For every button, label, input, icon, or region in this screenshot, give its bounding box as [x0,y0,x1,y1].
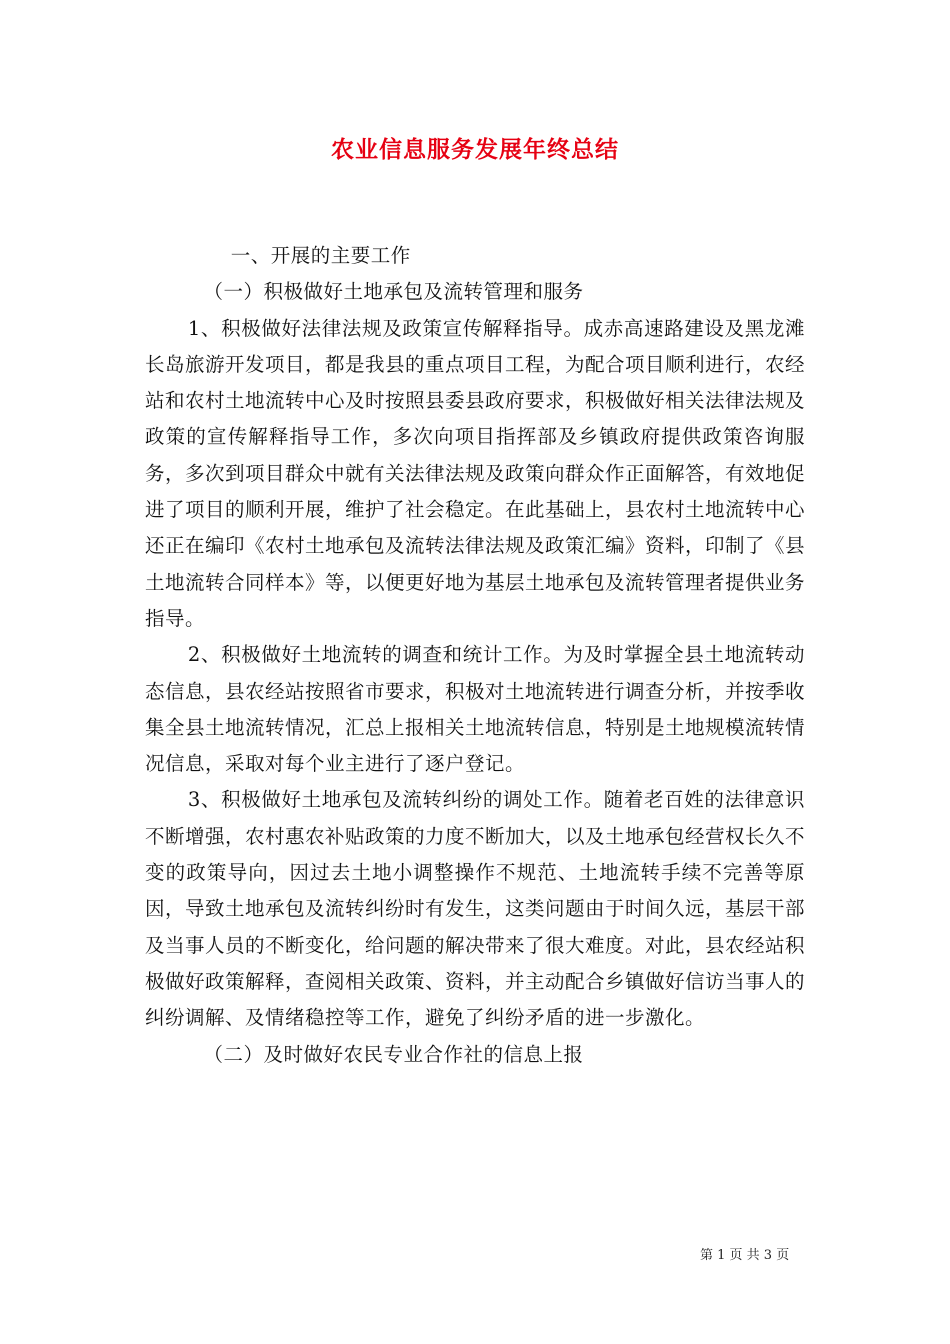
body-paragraph-2: 2、积极做好土地流转的调查和统计工作。为及时掌握全县土地流转动态信息，县农经站按照省市要求，积极对土地流转进行调查分析，并按季收集全县土地流转情况，汇总上报相关土地流转信息，特别是土地规模流转情况信息，采取对每个业主进行了逐户登记。 [145,643,806,776]
subsection-heading-2: （二）及时做好农民专业合作社的信息上报 [203,1042,584,1066]
body-paragraph-3: 3、积极做好土地承包及流转纠纷的调处工作。随着老百姓的法律意识不断增强，农村惠农补贴政策的力度不断加大，以及土地承包经营权长久不变的政策导向，因过去土地小调整操作不规范、土地流转手续不完善等原因，导致土地承包及流转纠纷时有发生，这类问题由于时间久远，基层干部及当事人员的不断变化，给问题的解决带来了很大难度。对此，县农经站积极做好政策解释，查阅相关政策、资料，并主动配合乡镇做好信访当事人的纠纷调解、及情绪稳控等工作，避免了纠纷矛盾的进一步激化。 [145,788,806,1030]
section-heading-1: 一、开展的主要工作 [230,244,411,267]
subsection-heading-1: （一）积极做好土地承包及流转管理和服务 [203,280,584,304]
page-number: 第 1 页 共 3 页 [700,1248,790,1263]
document-title: 农业信息服务发展年终总结 [331,136,619,163]
body-paragraph-1: 1、积极做好法律法规及政策宣传解释指导。成赤高速路建设及黑龙滩长岛旅游开发项目，都是我县的重点项目工程，为配合项目顺利进行，农经站和农村土地流转中心及时按照县委县政府要求，积极做好相关法律法规及政策的宣传解释指导工作，多次向项目指挥部及乡镇政府提供政策咨询服务，多次到项目群众中就有关法律法规及政策向群众作正面解答，有效地促进了项目的顺利开展，维护了社会稳定。在此基础上，县农村土地流转中心还正在编印《农村土地承包及流转法律法规及政策汇编》资料，印制了《县土地流转合同样本》等，以便更好地为基层土地承包及流转管理者提供业务指导。 [145,316,806,630]
document-body [145,238,805,1073]
